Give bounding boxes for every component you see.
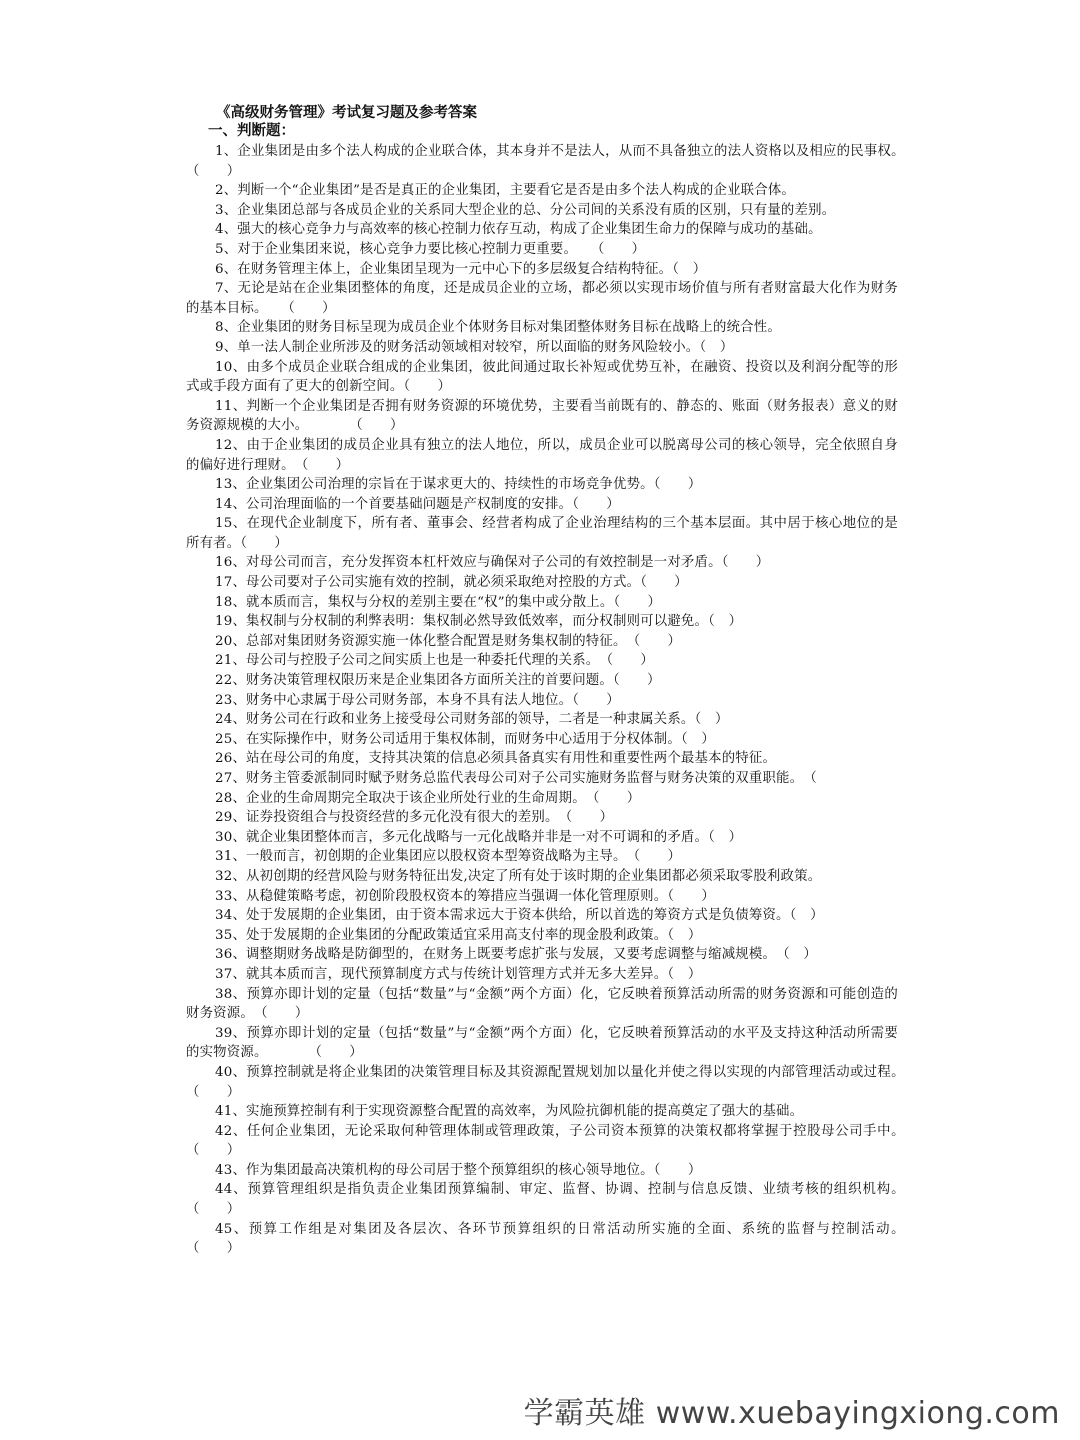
question-item: 25、在实际操作中，财务公司适用于集权体制，而财务中心适用于分权体制。（ ） [215,731,715,747]
question-item: 22、财务决策管理权限历来是企业集团各方面所关注的首要问题。（ ） [215,673,661,689]
question-item: 19、集权制与分权制的利弊表明：集权制必然导致低效率，而分权制则可以避免。（ ） [215,614,743,630]
question-item: 24、财务公司在行政和业务上接受母公司财务部的领导，二者是一种隶属关系。（ ） [215,712,729,728]
question-item: 15、在现代企业制度下，所有者、董事会、经营者构成了企业治理结构的三个基本层面。其中居于核心地位的是所有者。（ ） [186,516,898,551]
question-list [186,142,953,1259]
question-item: 20、总部对集团财务资源实施一体化整合配置是财务集权制的特征。 （ ） [215,633,682,649]
question-item: 2、判断一个“企业集团”是否是真正的企业集团，主要看它是否是由多个法人构成的企业联合体。 [215,183,796,199]
question-item: 3、企业集团总部与各成员企业的关系同大型企业的总、分公司间的关系没有质的区别，只有量的差别。 [215,202,836,218]
question-item: 18、就本质而言，集权与分权的差别主要在“权”的集中或分散上。（ ） [215,594,662,610]
question-item: 35、处于发展期的企业集团的分配政策适宜采用高支付率的现金股利政策。（ ） [215,927,702,943]
question-item: 37、就其本质而言，现代预算制度方式与传统计划管理方式并无多大差异。（ ） [215,966,702,982]
question-item: 41、实施预算控制有利于实现资源整合配置的高效率，为风险抗御机能的提高奠定了强大的基础。 [215,1104,804,1120]
question-item: 36、调整期财务战略是防御型的，在财务上既要考虑扩张与发展，又要考虑调整与缩减规模。 （ ） [215,947,818,963]
question-item: 31、一般而言，初创期的企业集团应以股权资本型筹资战略为主导。 （ ） [215,849,682,865]
question-item: 5、对于企业集团来说，核心竞争力要比核心控制力更重要。 （ ） [215,241,646,257]
question-item: 4、强大的核心竞争力与高效率的核心控制力依存互动，构成了企业集团生命力的保障与成功的基础。 [215,222,822,238]
question-item: 26、站在母公司的角度，支持其决策的信息必须具备真实有用性和重要性两个最基本的特征。 [215,751,777,767]
question-item: 39、预算亦即计划的定量（包括“数量”与“金额”两个方面）化，它反映着预算活动的水平及支持这种活动所需要的实物资源。 （ ） [186,1025,898,1061]
question-item: 11、判断一个企业集团是否拥有财务资源的环境优势，主要看当前既有的、静态的、账面（财务报表）意义的财务资源规模的大小。 （ ） [186,398,898,434]
question-item: 30、就企业集团整体而言，多元化战略与一元化战略并非是一对不可调和的矛盾。（ ） [215,829,743,845]
question-item: 27、财务主管委派制同时赋予财务总监代表母公司对子公司实施财务监督与财务决策的双重职能。 （ [215,771,818,786]
question-item: 23、财务中心隶属于母公司财务部，本身不具有法人地位。（ ） [215,692,620,708]
site-watermark: 学霸英雄 www.xuebayingxiong.com [523,1396,1060,1431]
question-item: 40、预算控制就是将企业集团的决策管理目标及其资源配置规划加以量化并使之得以实现的内部管理活动或过程。 （ ） [186,1064,953,1100]
question-item: 7、无论是站在企业集团整体的角度，还是成员企业的立场，都必须以实现市场价值与所有者财富最大化作为财务的基本目标。 （ ） [186,281,898,316]
question-item: 34、处于发展期的企业集团，由于资本需求远大于资本供给，所以首选的筹资方式是负债筹资。（ ） [215,908,824,924]
question-item: 1、企业集团是由多个法人构成的企业联合体，其本身并不是法人，从而不具备独立的法人资格以及相应的民事权。 （ ） [186,144,926,179]
question-item: 21、母公司与控股子公司之间实质上也是一种委托代理的关系。 （ ） [215,653,654,669]
question-item: 29、证券投资组合与投资经营的多元化没有很大的差别。 （ ） [215,810,614,826]
document-title: 《高级财务管理》考试复习题及参考答案 [216,105,477,121]
question-item: 32、从初创期的经营风险与财务特征出发,决定了所有处于该时期的企业集团都必须采取零股利政策。 [215,868,822,884]
question-item: 8、企业集团的财务目标呈现为成员企业个体财务目标对集团整体财务目标在战略上的统合性。 [215,320,781,336]
document-page [186,104,953,1259]
question-item: 42、任何企业集团，无论采取何种管理体制或管理政策，子公司资本预算的决策权都将掌握于控股母公司手中。 （ ） [186,1123,912,1159]
question-item: 9、单一法人制企业所涉及的财务活动领域相对较窄，所以面临的财务风险较小。（ ） [215,339,734,355]
question-item: 14、公司治理面临的一个首要基础问题是产权制度的安排。（ ） [215,496,620,512]
question-item: 45、预算工作组是对集团及各层次、各环节预算组织的日常活动所实施的全面、系统的监督与控制活动。 （ ） [186,1221,939,1257]
question-item: 44、预算管理组织是指负责企业集团预算编制、审定、监督、协调、控制与信息反馈、业绩考核的组织机构。 （ ） [186,1182,953,1218]
question-item: 33、从稳健策略考虑，初创阶段股权资本的筹措应当强调一体化管理原则。（ ） [215,888,715,904]
section-heading: 一、判断题： [208,123,295,139]
question-item: 38、预算亦即计划的定量（包括“数量”与“金额”两个方面）化，它反映着预算活动所需的财务资源和可能创造的财务资源。 （ ） [186,986,898,1022]
question-item: 28、企业的生命周期完全取决于该企业所处行业的生命周期。 （ ） [215,790,641,806]
question-item: 43、作为集团最高决策机构的母公司居于整个预算组织的核心领导地位。（ ） [215,1162,702,1178]
question-item: 12、由于企业集团的成员企业具有独立的法人地位，所以，成员企业可以脱离母公司的核心领导，完全依照自身的偏好进行理财。 （ ） [186,437,898,473]
question-item: 10、由多个成员企业联合组成的企业集团，彼此间通过取长补短或优势互补，在融资、投资以及利润分配等的形式或手段方面有了更大的创新空间。（ ） [186,359,898,395]
question-item: 17、母公司要对子公司实施有效的控制，就必须采取绝对控股的方式。（ ） [215,575,688,591]
question-item: 6、在财务管理主体上，企业集团呈现为一元中心下的多层级复合结构特征。（ ） [215,261,707,277]
question-item: 16、对母公司而言，充分发挥资本杠杆效应与确保对子公司的有效控制是一对矛盾。（ ） [215,555,770,571]
question-item: 13、企业集团公司治理的宗旨在于谋求更大的、持续性的市场竞争优势。（ ） [215,477,702,493]
